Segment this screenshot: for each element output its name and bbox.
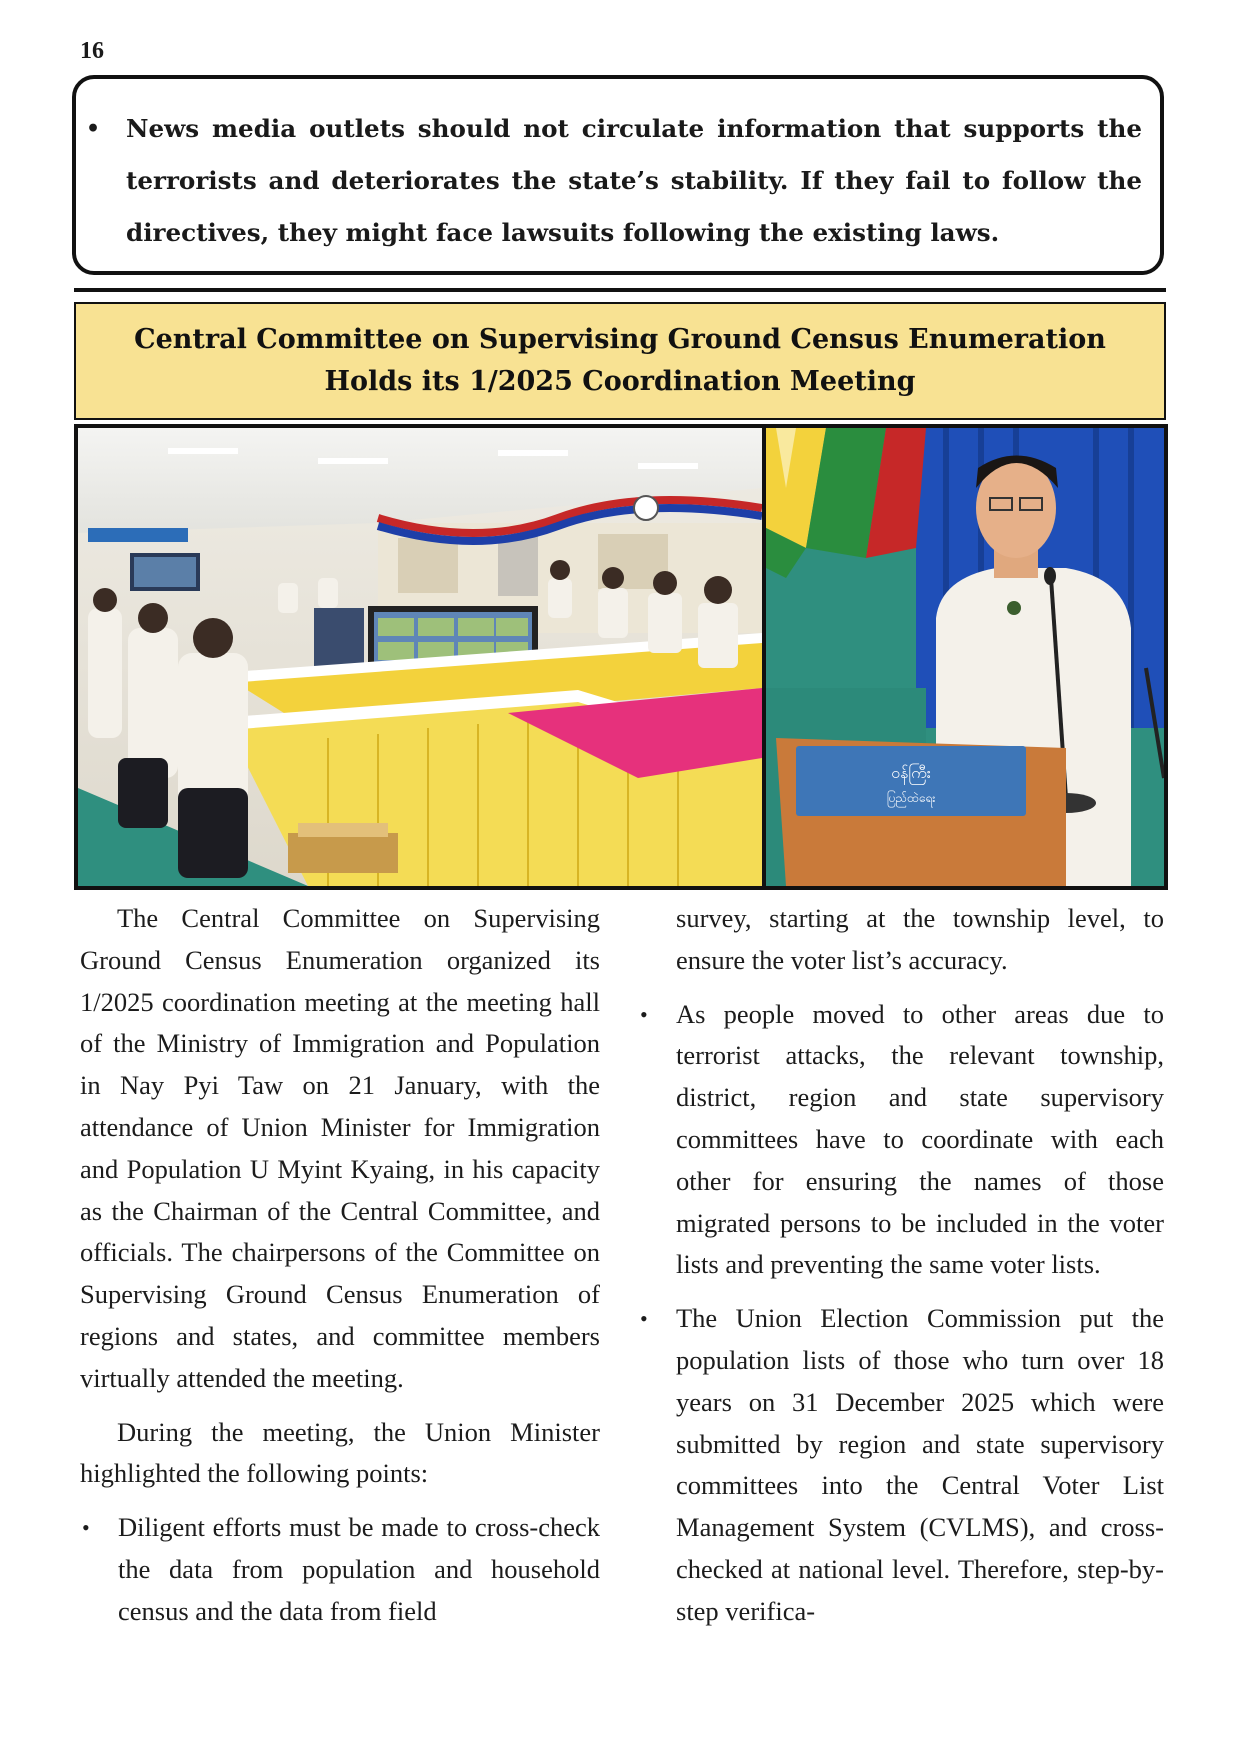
notice-text: News media outlets should not circulate information that supports the terrorists and deteriorates the state’s stability. If they fail to follow the directives, they might face lawsuits following the existing laws.: [126, 114, 1142, 247]
point-2-text: As people moved to other areas due to terrorist attacks, the relevant township, district, region and state supervisory committees have to coordinate with each other for ensuring the names of those migrated persons to be included in the voter lists and preventing the same voter lists.: [676, 998, 1164, 1280]
photo-frame: [74, 424, 1168, 890]
notice-box: [72, 75, 1164, 275]
article-paragraph-2: During the meeting, the Union Minister highlighted the following points:: [80, 1416, 600, 1489]
notice-list: [86, 103, 1142, 259]
point-3-text: The Union Election Commission put the population lists of those who turn over 18 years on 31 December 2025 which were submitted by region and state supervisory committees into the Central Voter List Management System (CVLMS), and cross-checked at national level. Therefore, step-by-step verifica-: [676, 1303, 1164, 1626]
page-number: 16: [80, 38, 104, 64]
list-item: [638, 994, 1164, 1287]
list-item: [638, 1298, 1164, 1632]
article-headline: Central Committee on Supervising Ground Census Enumeration Holds its 1/2025 Coordination Meeting: [134, 324, 1106, 397]
point-1-text: Diligent efforts must be made to cross-check the data from population and household census and the data from field: [118, 1512, 600, 1626]
meeting-hall-illustration: [78, 428, 762, 886]
notice-item: [86, 103, 1142, 259]
meeting-hall-photo: [78, 428, 762, 886]
points-list-left: [80, 1507, 600, 1632]
bullet-icon: •: [640, 1306, 648, 1332]
section-divider: [74, 288, 1166, 292]
podium-sign-subtitle: ပြည်ထဲရေး: [886, 791, 936, 805]
list-item: [80, 1507, 600, 1632]
bullet-icon: •: [640, 1001, 648, 1027]
points-list-right: [638, 994, 1164, 1633]
minister-podium-photo: [766, 428, 1164, 886]
minister-podium-illustration: [766, 428, 1164, 886]
bullet-icon: •: [82, 1515, 90, 1541]
podium-sign-title: ဝန်ကြီး: [891, 763, 931, 782]
headline-banner: [74, 302, 1166, 420]
point-1-continuation: survey, starting at the township level, to ensure the voter list’s accuracy.: [676, 903, 1164, 975]
article-paragraph-1: The Central Committee on Supervising Ground Census Enumeration organized its 1/2025 coordination meeting at the meeting hall of the Ministry of Immigration and Population in Nay Pyi Taw on 21 January, with the attendance of Union Minister for Immigration and Population U Myint Kyaing, in his capacity as the Chairman of the Central Committee, and officials. The chairpersons of the Committee on Supervising Ground Census Enumeration of regions and states, and committee members virtually attended the meeting.: [80, 903, 600, 1393]
bullet-icon: •: [86, 116, 101, 142]
article-column-left: [80, 898, 600, 1645]
article-column-right: [638, 898, 1164, 1645]
